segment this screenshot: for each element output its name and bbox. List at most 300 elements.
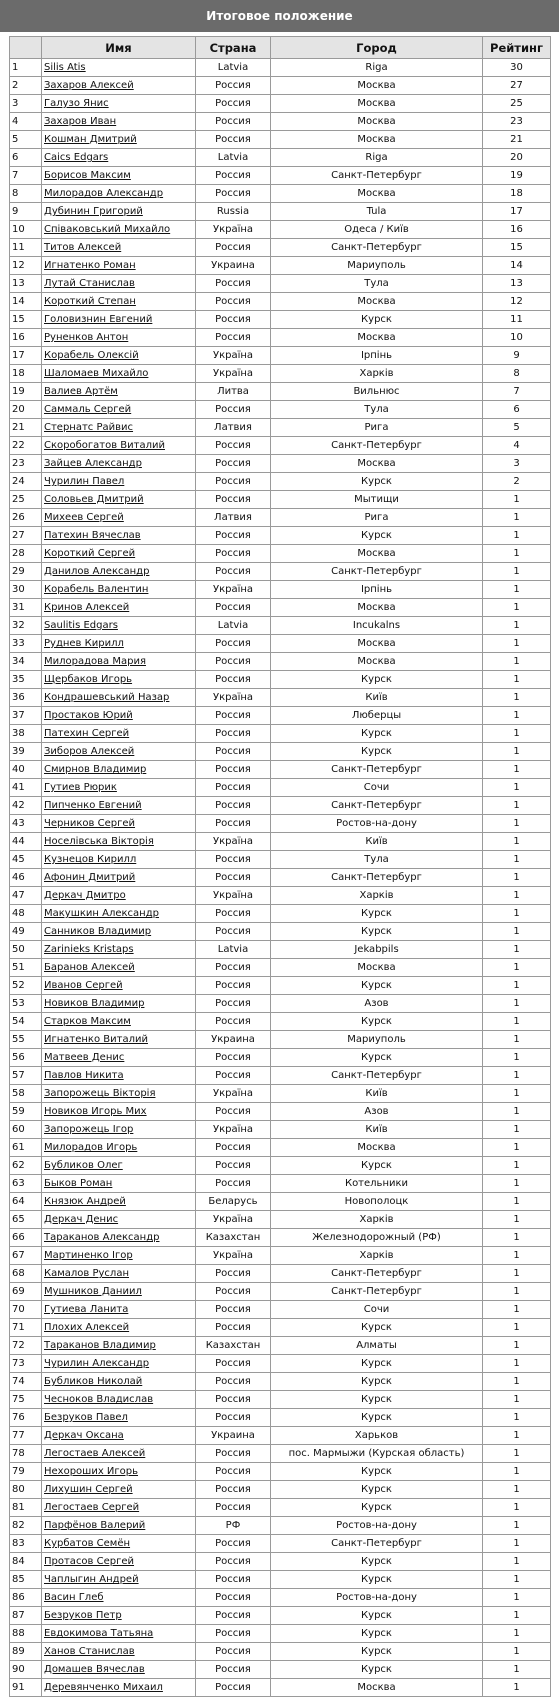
player-name-link[interactable]: Silis Atis: [44, 62, 86, 73]
rating-cell: 1: [483, 599, 551, 617]
player-name-link[interactable]: Евдокимова Татьяна: [44, 1628, 154, 1639]
rank-cell: 37: [10, 707, 42, 725]
player-name-link[interactable]: Корабель Олексій: [44, 350, 139, 361]
country-cell: Россия: [196, 995, 271, 1013]
player-name-link[interactable]: Запорожець Вікторія: [44, 1088, 156, 1099]
player-name-link[interactable]: Иванов Сергей: [44, 980, 123, 991]
city-cell: Котельники: [271, 1175, 483, 1193]
player-name-link[interactable]: Зайцев Александр: [44, 458, 142, 469]
city-cell: Ростов-на-дону: [271, 1517, 483, 1535]
city-cell: Курск: [271, 923, 483, 941]
player-name-link[interactable]: Нехороших Игорь: [44, 1466, 139, 1477]
table-row: [10, 113, 551, 131]
rating-cell: 1: [483, 545, 551, 563]
city-cell: Москва: [271, 131, 483, 149]
city-cell: Рига: [271, 509, 483, 527]
rank-cell: 4: [10, 113, 42, 131]
rating-cell: 6: [483, 401, 551, 419]
rating-cell: 1: [483, 1679, 551, 1697]
player-name-link[interactable]: Деркач Денис: [44, 1214, 119, 1225]
city-cell: Курск: [271, 1391, 483, 1409]
rank-cell: 3: [10, 95, 42, 113]
player-name-link[interactable]: Гутиев Рюрик: [44, 782, 117, 793]
country-cell: Україна: [196, 1121, 271, 1139]
player-name-link[interactable]: Saulitis Edgars: [44, 620, 118, 631]
city-cell: Москва: [271, 653, 483, 671]
table-row: [10, 923, 551, 941]
player-name-link[interactable]: Корабель Валентин: [44, 584, 149, 595]
city-cell: Москва: [271, 95, 483, 113]
player-name-link[interactable]: Патехин Сергей: [44, 728, 130, 739]
player-name-link[interactable]: Черников Сергей: [44, 818, 136, 829]
player-name-link[interactable]: Безруков Петр: [44, 1610, 122, 1621]
table-row: [10, 1085, 551, 1103]
name-cell: [42, 1517, 196, 1535]
country-cell: Россия: [196, 239, 271, 257]
rank-cell: 14: [10, 293, 42, 311]
city-cell: Санкт-Петербург: [271, 1265, 483, 1283]
name-cell: [42, 617, 196, 635]
table-row: [10, 1283, 551, 1301]
player-name-link[interactable]: Щербаков Игорь: [44, 674, 133, 685]
table-row: [10, 797, 551, 815]
rating-cell: 1: [483, 1175, 551, 1193]
player-name-link[interactable]: Патехин Вячеслав: [44, 530, 141, 541]
rating-cell: 13: [483, 275, 551, 293]
player-name-link[interactable]: Бубликов Николай: [44, 1376, 143, 1387]
name-cell: [42, 131, 196, 149]
rating-cell: 1: [483, 761, 551, 779]
city-cell: Курск: [271, 1373, 483, 1391]
name-cell: [42, 815, 196, 833]
city-cell: Курск: [271, 1409, 483, 1427]
rank-cell: 63: [10, 1175, 42, 1193]
name-cell: [42, 905, 196, 923]
country-cell: Россия: [196, 815, 271, 833]
player-name-link[interactable]: Шаломаев Михайло: [44, 368, 149, 379]
rating-cell: 1: [483, 1355, 551, 1373]
city-cell: Азов: [271, 995, 483, 1013]
player-name-link[interactable]: Гутиева Ланита: [44, 1304, 129, 1315]
name-cell: [42, 851, 196, 869]
player-name-link[interactable]: Простаков Юрий: [44, 710, 133, 721]
player-name-link[interactable]: Лихушин Сергей: [44, 1484, 133, 1495]
rating-cell: 1: [483, 509, 551, 527]
city-cell: Харків: [271, 1247, 483, 1265]
name-cell: [42, 491, 196, 509]
table-row: [10, 1211, 551, 1229]
rank-cell: 86: [10, 1589, 42, 1607]
player-name-link[interactable]: Легостаев Алексей: [44, 1448, 146, 1459]
header-rating: Рейтинг: [483, 37, 551, 59]
rank-cell: 44: [10, 833, 42, 851]
player-name-link[interactable]: Бубликов Олег: [44, 1160, 123, 1171]
city-cell: Ростов-на-дону: [271, 1589, 483, 1607]
name-cell: [42, 1625, 196, 1643]
rank-cell: 56: [10, 1049, 42, 1067]
country-cell: Украина: [196, 1031, 271, 1049]
city-cell: Москва: [271, 293, 483, 311]
player-name-link[interactable]: Чесноков Владислав: [44, 1394, 154, 1405]
player-name-link[interactable]: Співаковський Михайло: [44, 224, 171, 235]
country-cell: Россия: [196, 653, 271, 671]
city-cell: Харків: [271, 887, 483, 905]
player-name-link[interactable]: Васин Глеб: [44, 1592, 104, 1603]
name-cell: [42, 887, 196, 905]
player-name-link[interactable]: Макушкин Александр: [44, 908, 159, 919]
rating-cell: 1: [483, 941, 551, 959]
table-row: [10, 185, 551, 203]
name-cell: [42, 563, 196, 581]
rank-cell: 61: [10, 1139, 42, 1157]
player-name-link[interactable]: Павлов Никита: [44, 1070, 124, 1081]
rank-cell: 41: [10, 779, 42, 797]
player-name-link[interactable]: Zarinieks Kristaps: [44, 944, 134, 955]
rank-cell: 62: [10, 1157, 42, 1175]
city-cell: Железнодорожный (РФ): [271, 1229, 483, 1247]
table-row: [10, 1247, 551, 1265]
city-cell: Рига: [271, 419, 483, 437]
player-name-link[interactable]: Соловьев Дмитрий: [44, 494, 144, 505]
name-cell: [42, 1661, 196, 1679]
table-row: [10, 1103, 551, 1121]
table-row: [10, 743, 551, 761]
rating-cell: 3: [483, 455, 551, 473]
name-cell: [42, 635, 196, 653]
name-cell: [42, 1265, 196, 1283]
player-name-link[interactable]: Титов Алексей: [44, 242, 122, 253]
rank-cell: 84: [10, 1553, 42, 1571]
table-row: [10, 905, 551, 923]
header-number: [10, 37, 42, 59]
country-cell: Россия: [196, 1355, 271, 1373]
player-name-link[interactable]: Протасов Сергей: [44, 1556, 135, 1567]
player-name-link[interactable]: Короткий Степан: [44, 296, 136, 307]
table-row: [10, 311, 551, 329]
name-cell: [42, 545, 196, 563]
player-name-link[interactable]: Баранов Алексей: [44, 962, 135, 973]
player-name-link[interactable]: Короткий Сергей: [44, 548, 136, 559]
name-cell: [42, 1319, 196, 1337]
player-name-link[interactable]: Дубинин Григорий: [44, 206, 143, 217]
rating-cell: 1: [483, 1427, 551, 1445]
country-cell: Россия: [196, 1679, 271, 1697]
city-cell: Курск: [271, 1643, 483, 1661]
player-name-link[interactable]: Старков Максим: [44, 1016, 131, 1027]
rank-cell: 85: [10, 1571, 42, 1589]
player-name-link[interactable]: Парфёнов Валерий: [44, 1520, 146, 1531]
country-cell: Латвия: [196, 419, 271, 437]
player-name-link[interactable]: Милорадов Александр: [44, 188, 164, 199]
table-row: [10, 1517, 551, 1535]
name-cell: [42, 1283, 196, 1301]
country-cell: Україна: [196, 1085, 271, 1103]
rating-cell: 11: [483, 311, 551, 329]
name-cell: [42, 1049, 196, 1067]
player-name-link[interactable]: Захаров Иван: [44, 116, 117, 127]
country-cell: Россия: [196, 1607, 271, 1625]
rating-cell: 1: [483, 923, 551, 941]
table-row: [10, 1409, 551, 1427]
table-row: [10, 941, 551, 959]
player-name-link[interactable]: Скоробогатов Виталий: [44, 440, 165, 451]
player-name-link[interactable]: Запорожець Ігор: [44, 1124, 134, 1135]
rank-cell: 91: [10, 1679, 42, 1697]
rating-cell: 1: [483, 995, 551, 1013]
country-cell: Россия: [196, 437, 271, 455]
rank-cell: 71: [10, 1319, 42, 1337]
city-cell: Санкт-Петербург: [271, 167, 483, 185]
country-cell: Россия: [196, 113, 271, 131]
city-cell: Санкт-Петербург: [271, 869, 483, 887]
table-row: [10, 1589, 551, 1607]
table-row: [10, 977, 551, 995]
country-cell: Україна: [196, 365, 271, 383]
country-cell: Россия: [196, 1409, 271, 1427]
player-name-link[interactable]: Милорадов Игорь: [44, 1142, 138, 1153]
country-cell: Россия: [196, 1535, 271, 1553]
rank-cell: 15: [10, 311, 42, 329]
player-name-link[interactable]: Чурилин Александр: [44, 1358, 150, 1369]
rating-cell: 23: [483, 113, 551, 131]
country-cell: Украина: [196, 257, 271, 275]
name-cell: [42, 275, 196, 293]
table-row: [10, 869, 551, 887]
country-cell: Латвия: [196, 509, 271, 527]
name-cell: [42, 869, 196, 887]
table-row: [10, 1301, 551, 1319]
player-name-link[interactable]: Захаров Алексей: [44, 80, 134, 91]
table-row: [10, 689, 551, 707]
rating-cell: 1: [483, 617, 551, 635]
city-cell: Москва: [271, 329, 483, 347]
name-cell: [42, 185, 196, 203]
rating-cell: 19: [483, 167, 551, 185]
rating-cell: 21: [483, 131, 551, 149]
player-name-link[interactable]: Камалов Руслан: [44, 1268, 129, 1279]
rank-cell: 2: [10, 77, 42, 95]
player-name-link[interactable]: Кузнецов Кирилл: [44, 854, 137, 865]
rating-cell: 1: [483, 1139, 551, 1157]
player-name-link[interactable]: Михеев Сергей: [44, 512, 124, 523]
rating-cell: 1: [483, 833, 551, 851]
rank-cell: 39: [10, 743, 42, 761]
table-row: [10, 959, 551, 977]
name-cell: [42, 239, 196, 257]
player-name-link[interactable]: Пипченко Евгений: [44, 800, 142, 811]
rank-cell: 83: [10, 1535, 42, 1553]
player-name-link[interactable]: Новиков Игорь Мих: [44, 1106, 147, 1117]
city-cell: Вильнюс: [271, 383, 483, 401]
player-name-link[interactable]: Игнатенко Роман: [44, 260, 136, 271]
country-cell: Россия: [196, 1571, 271, 1589]
rating-cell: 1: [483, 1625, 551, 1643]
player-name-link[interactable]: Данилов Александр: [44, 566, 150, 577]
rank-cell: 21: [10, 419, 42, 437]
player-name-link[interactable]: Смирнов Владимир: [44, 764, 147, 775]
player-name-link[interactable]: Лутай Станислав: [44, 278, 135, 289]
player-name-link[interactable]: Руненков Антон: [44, 332, 129, 343]
player-name-link[interactable]: Плохих Алексей: [44, 1322, 130, 1333]
rank-cell: 60: [10, 1121, 42, 1139]
rating-cell: 1: [483, 1193, 551, 1211]
city-cell: Харків: [271, 365, 483, 383]
player-name-link[interactable]: Курбатов Семён: [44, 1538, 131, 1549]
city-cell: Tula: [271, 203, 483, 221]
country-cell: Россия: [196, 761, 271, 779]
table-row: [10, 995, 551, 1013]
country-cell: Россия: [196, 1175, 271, 1193]
country-cell: Россия: [196, 1103, 271, 1121]
city-cell: Курск: [271, 977, 483, 995]
player-name-link[interactable]: Деркач Дмитро: [44, 890, 126, 901]
name-cell: [42, 671, 196, 689]
player-name-link[interactable]: Зиборов Алексей: [44, 746, 135, 757]
table-row: [10, 275, 551, 293]
table-row: [10, 1463, 551, 1481]
rank-cell: 20: [10, 401, 42, 419]
city-cell: Тула: [271, 275, 483, 293]
country-cell: Россия: [196, 797, 271, 815]
city-cell: Москва: [271, 635, 483, 653]
country-cell: Россия: [196, 95, 271, 113]
player-name-link[interactable]: Санников Владимир: [44, 926, 152, 937]
city-cell: Мытищи: [271, 491, 483, 509]
player-name-link[interactable]: Борисов Максим: [44, 170, 131, 181]
rank-cell: 67: [10, 1247, 42, 1265]
country-cell: Россия: [196, 1643, 271, 1661]
rating-cell: 30: [483, 59, 551, 77]
rank-cell: 87: [10, 1607, 42, 1625]
country-cell: Россия: [196, 1319, 271, 1337]
rating-cell: 1: [483, 779, 551, 797]
name-cell: [42, 509, 196, 527]
player-name-link[interactable]: Быков Роман: [44, 1178, 113, 1189]
name-cell: [42, 1337, 196, 1355]
rating-cell: 1: [483, 977, 551, 995]
country-cell: Россия: [196, 1625, 271, 1643]
city-cell: Москва: [271, 185, 483, 203]
player-name-link[interactable]: Милорадова Мария: [44, 656, 146, 667]
table-row: [10, 833, 551, 851]
player-name-link[interactable]: Князюк Андрей: [44, 1196, 126, 1207]
rating-cell: 1: [483, 1517, 551, 1535]
player-name-link[interactable]: Афонин Дмитрий: [44, 872, 136, 883]
rating-cell: 9: [483, 347, 551, 365]
name-cell: [42, 1121, 196, 1139]
city-cell: Курск: [271, 1463, 483, 1481]
table-row: [10, 1679, 551, 1697]
table-row: [10, 1337, 551, 1355]
player-name-link[interactable]: Кринов Алексей: [44, 602, 130, 613]
rating-cell: 1: [483, 1499, 551, 1517]
rating-cell: 1: [483, 707, 551, 725]
country-cell: Украина: [196, 1427, 271, 1445]
rank-cell: 6: [10, 149, 42, 167]
rank-cell: 25: [10, 491, 42, 509]
player-name-link[interactable]: Кондрашевський Назар: [44, 692, 170, 703]
table-row: [10, 599, 551, 617]
player-name-link[interactable]: Новиков Владимир: [44, 998, 145, 1009]
city-cell: Москва: [271, 959, 483, 977]
rank-cell: 35: [10, 671, 42, 689]
rating-cell: 1: [483, 959, 551, 977]
rank-cell: 30: [10, 581, 42, 599]
player-name-link[interactable]: Чаплыгин Андрей: [44, 1574, 139, 1585]
rating-cell: 1: [483, 1481, 551, 1499]
name-cell: [42, 59, 196, 77]
table-row: [10, 509, 551, 527]
name-cell: [42, 1427, 196, 1445]
rating-cell: 1: [483, 671, 551, 689]
city-cell: Москва: [271, 545, 483, 563]
name-cell: [42, 1571, 196, 1589]
country-cell: Россия: [196, 1283, 271, 1301]
city-cell: Одеса / Київ: [271, 221, 483, 239]
rating-cell: 20: [483, 149, 551, 167]
player-name-link[interactable]: Мушников Даниил: [44, 1286, 142, 1297]
player-name-link[interactable]: Головизнин Евгений: [44, 314, 153, 325]
name-cell: [42, 1535, 196, 1553]
country-cell: Россия: [196, 671, 271, 689]
player-name-link[interactable]: Валиев Артём: [44, 386, 118, 397]
table-row: [10, 545, 551, 563]
city-cell: Курск: [271, 1157, 483, 1175]
player-name-link[interactable]: Игнатенко Виталий: [44, 1034, 148, 1045]
table-row: [10, 1553, 551, 1571]
city-cell: Москва: [271, 1139, 483, 1157]
player-name-link[interactable]: Тараканов Владимир: [44, 1340, 156, 1351]
player-name-link[interactable]: Носелівська Вікторія: [44, 836, 154, 847]
rating-cell: 1: [483, 653, 551, 671]
player-name-link[interactable]: Стернатс Райвис: [44, 422, 134, 433]
name-cell: [42, 1301, 196, 1319]
country-cell: Россия: [196, 977, 271, 995]
rank-cell: 5: [10, 131, 42, 149]
rating-cell: 12: [483, 293, 551, 311]
player-name-link[interactable]: Тараканов Александр: [44, 1232, 160, 1243]
table-row: [10, 1607, 551, 1625]
player-name-link[interactable]: Саммаль Сергей: [44, 404, 132, 415]
player-name-link[interactable]: Чурилин Павел: [44, 476, 125, 487]
player-name-link[interactable]: Caics Edgars: [44, 152, 109, 163]
name-cell: [42, 1175, 196, 1193]
country-cell: Россия: [196, 1301, 271, 1319]
player-name-link[interactable]: Ханов Станислав: [44, 1646, 135, 1657]
player-name-link[interactable]: Кошман Дмитрий: [44, 134, 137, 145]
player-name-link[interactable]: Деревянченко Михаил: [44, 1682, 163, 1693]
rating-cell: 2: [483, 473, 551, 491]
rank-cell: 26: [10, 509, 42, 527]
player-name-link[interactable]: Безруков Павел: [44, 1412, 128, 1423]
name-cell: [42, 1013, 196, 1031]
player-name-link[interactable]: Мартиненко Ігор: [44, 1250, 133, 1261]
player-name-link[interactable]: Галузо Янис: [44, 98, 109, 109]
player-name-link[interactable]: Матвеев Денис: [44, 1052, 125, 1063]
country-cell: Россия: [196, 707, 271, 725]
player-name-link[interactable]: Легостаев Сергей: [44, 1502, 140, 1513]
name-cell: [42, 1607, 196, 1625]
rank-cell: 79: [10, 1463, 42, 1481]
player-name-link[interactable]: Деркач Оксана: [44, 1430, 124, 1441]
player-name-link[interactable]: Руднев Кирилл: [44, 638, 124, 649]
city-cell: Курск: [271, 1355, 483, 1373]
rating-cell: 1: [483, 815, 551, 833]
rating-cell: 1: [483, 491, 551, 509]
rank-cell: 19: [10, 383, 42, 401]
rank-cell: 49: [10, 923, 42, 941]
player-name-link[interactable]: Домашев Вячеслав: [44, 1664, 145, 1675]
